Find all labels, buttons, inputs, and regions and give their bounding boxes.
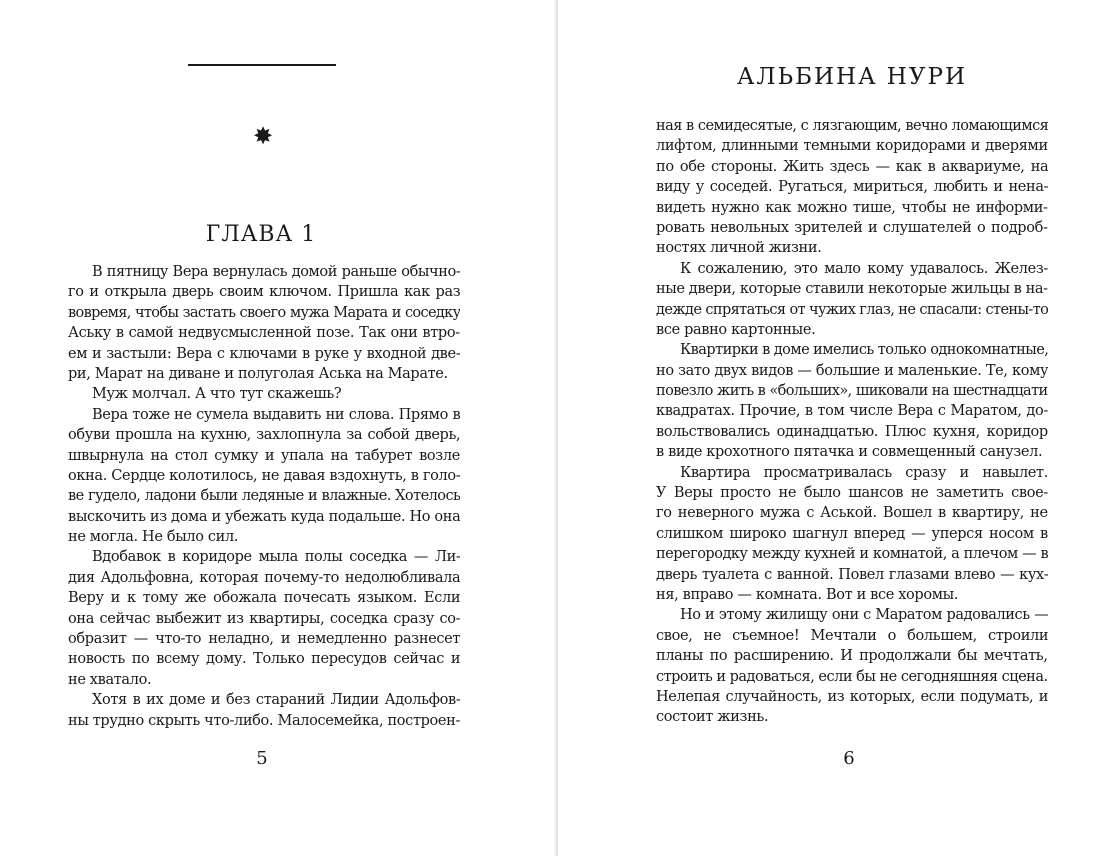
text-line: Вдобавок в коридоре мыла полы соседка — Ли- — [92, 549, 460, 566]
chapter-title: ГЛАВА 1 — [205, 222, 317, 247]
text-line: образит — что-то неладно, и немедленно разнесет — [68, 631, 460, 648]
top-rule — [188, 64, 336, 66]
text-line: Но и этому жилищу они с Маратом радовались — — [680, 607, 1048, 624]
page-number: 6 — [843, 748, 855, 769]
text-line: ная в семидесятые, с лязгающим, вечно ломающимся — [656, 118, 1048, 134]
text-line: перегородку между кухней и комнатой, а плечом — в — [656, 546, 1048, 563]
left-body-text — [68, 262, 460, 731]
text-line: лифтом, длинными темными коридорами и дверями — [656, 138, 1048, 155]
text-line: по обе стороны. Жить здесь — как в аквариуме, на — [656, 158, 1048, 175]
text-line: К сожалению, это мало кому удавалось. Желез- — [680, 260, 1048, 277]
text-line: Аську в самой недвусмысленной позе. Так они втро- — [68, 325, 460, 342]
text-line: дежде спрятаться от чужих глаз, не спасали: стены-то — [656, 301, 1048, 318]
text-line: обуви прошла на кухню, захлопнула за собой дверь, — [68, 427, 460, 444]
text-line: вовремя, чтобы застать своего мужа Марата и соседку — [68, 304, 460, 321]
text-line: не могла. Не было сил. — [68, 529, 239, 546]
text-line: планы по расширению. И продолжали бы мечтать, — [656, 648, 1048, 665]
text-line: ны трудно скрыть что-либо. Малосемейка, построен- — [68, 712, 460, 729]
text-line: вольствовались одинадцатью. Плюс кухня, коридор — [656, 423, 1048, 440]
text-line: дверь туалета с ванной. Повел глазами влево — кух- — [656, 566, 1048, 583]
text-line: ня, вправо — комната. Вот и все хоромы. — [656, 586, 959, 603]
text-line: она сейчас выбежит из квартиры, соседка сразу со- — [68, 610, 460, 627]
text-line: Квартира просматривалась сразу и навылет. — [680, 464, 1048, 481]
text-line: го неверного мужа с Аськой. Вошел в квартиру, не — [656, 505, 1048, 522]
star-ornament-icon: ✸ — [252, 122, 274, 150]
text-line: свое, не съемное! Мечтали о большем, строили — [656, 627, 1048, 644]
text-line: строить и радоваться, если бы не сегодняшняя сцена. — [656, 668, 1048, 685]
text-line: видеть нужно как можно тише, чтобы не информи- — [656, 199, 1048, 216]
text-line: выскочить из дома и убежать куда подальше. Но она — [68, 508, 460, 525]
text-line: Веру и к тому же обожала почесать языком. Если — [68, 590, 460, 607]
text-line: но зато двух видов — большие и маленькие. Те, кому — [656, 362, 1048, 379]
right-body-text — [656, 116, 1048, 728]
text-line: новость по всему дому. Только пересудов сейчас и — [68, 651, 460, 668]
text-line: швырнула на стол сумку и упала на табурет возле — [68, 447, 460, 464]
text-line: Вера тоже не сумела выдавить ни слова. Прямо в — [92, 406, 460, 423]
left-page — [0, 0, 556, 856]
text-line: ровать невольных зрителей и слушателей о подроб- — [656, 219, 1048, 236]
text-line: повезло жить в «больших», шиковали на шестнадцати — [656, 383, 1048, 400]
text-line: квадратах. Прочие, в том числе Вера с Маратом, до- — [656, 403, 1048, 420]
running-head-author: АЛЬБИНА НУРИ — [736, 64, 968, 90]
text-line: в виде крохотного пятачка и совмещенный санузел. — [656, 444, 1043, 461]
text-line: слишком широко шагнул вперед — уперся носом в — [656, 525, 1048, 542]
text-line: окна. Сердце колотилось, не давая вздохнуть, в голо- — [68, 467, 460, 484]
text-line: го и открыла дверь своим ключом. Пришла как раз — [68, 284, 460, 301]
text-line: В пятницу Вера вернулась домой раньше обычно- — [92, 264, 460, 280]
text-line: У Веры просто не было шансов не заметить свое- — [656, 485, 1048, 502]
text-line: не хватало. — [68, 671, 152, 688]
text-line: ве гудело, ладони были ледяные и влажные. Хотелось — [68, 488, 460, 505]
text-line: состоит жизнь. — [656, 709, 769, 726]
text-line: дия Адольфовна, которая почему-то недолюбливала — [68, 569, 460, 586]
text-line: все равно картонные. — [656, 321, 816, 338]
text-line: ностях личной жизни. — [656, 240, 822, 257]
text-line: Квартирки в доме имелись только однокомнатные, — [680, 342, 1048, 359]
text-line: Муж молчал. А что тут скажешь? — [92, 386, 342, 403]
page-number: 5 — [256, 748, 268, 769]
text-line: ри, Марат на диване и полуголая Аська на Марате. — [68, 365, 448, 382]
right-page — [558, 0, 1114, 856]
text-line: виду у соседей. Ругаться, мириться, любить и нена- — [656, 179, 1048, 196]
text-line: ем и застыли: Вера с ключами в руке у входной две- — [68, 345, 460, 362]
text-line: Хотя в их доме и без стараний Лидии Адольфов- — [92, 692, 460, 709]
text-line: ные двери, которые ставили некоторые жильцы в на- — [656, 281, 1048, 298]
text-line: Нелепая случайность, из которых, если подумать, и — [656, 688, 1048, 705]
